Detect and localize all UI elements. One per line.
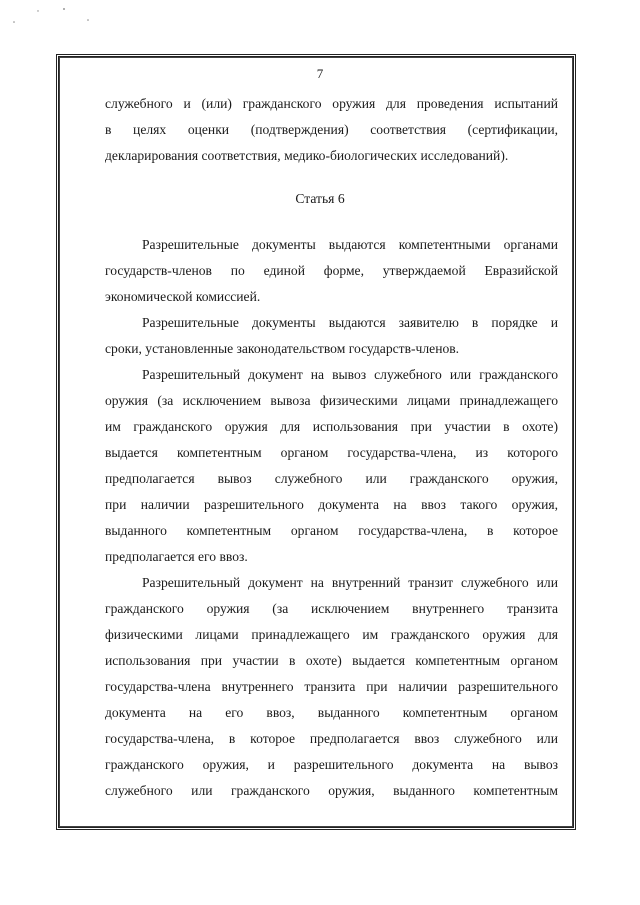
text-line: оружия (за исключением вывоза физическими лицами принадлежащего: [105, 393, 558, 408]
text-line: использования при участии в охоте) выдается компетентным органом: [105, 653, 558, 668]
text-line: физическими лицами принадлежащего им гражданского оружия для: [105, 627, 558, 642]
text-line: декларирования соответствия, медико-биологических исследований).: [105, 148, 509, 163]
text-line: документа на его ввоз, выданного компетентным органом: [105, 705, 558, 720]
text-line: сроки, установленные законодательством государств-членов.: [105, 341, 460, 356]
page-number: 7: [316, 66, 324, 81]
text-line: Разрешительные документы выдаются компетентными органами: [142, 237, 558, 252]
scan-specks: [0, 0, 120, 30]
text-line: в целях оценки (подтверждения) соответствия (сертификации,: [105, 122, 558, 137]
text-line: Разрешительный документ на внутренний транзит служебного или: [142, 575, 558, 590]
text-line: выданного компетентным органом государства-члена, в которое: [105, 523, 558, 538]
text-line: при наличии разрешительного документа на ввоз такого оружия,: [105, 497, 558, 512]
text-line: экономической комиссией.: [105, 289, 261, 304]
text-line: государства-члена, в которое предполагается ввоз служебного или: [105, 731, 558, 746]
article-title: Статья 6: [295, 191, 345, 206]
text-line: выдается компетентным органом государства-члена, из которого: [105, 445, 558, 460]
text-line: им гражданского оружия для использования при участии в охоте): [105, 419, 558, 434]
text-line: гражданского оружия (за исключением внутреннего транзита: [105, 601, 558, 616]
text-line: Разрешительные документы выдаются заявителю в порядке и: [142, 315, 558, 330]
text-line: государства-члена внутреннего транзита при наличии разрешительного: [105, 679, 558, 694]
text-line: государств-членов по единой форме, утверждаемой Евразийской: [105, 263, 558, 278]
text-line: гражданского оружия, и разрешительного документа на вывоз: [105, 757, 558, 772]
text-line: предполагается вывоз служебного или гражданского оружия,: [105, 471, 558, 486]
text-line: служебного или гражданского оружия, выданного компетентным: [105, 783, 558, 798]
text-line: Разрешительный документ на вывоз служебного или гражданского: [142, 367, 558, 382]
text-line: предполагается его ввоз.: [105, 549, 248, 564]
text-line: служебного и (или) гражданского оружия для проведения испытаний: [105, 96, 558, 111]
